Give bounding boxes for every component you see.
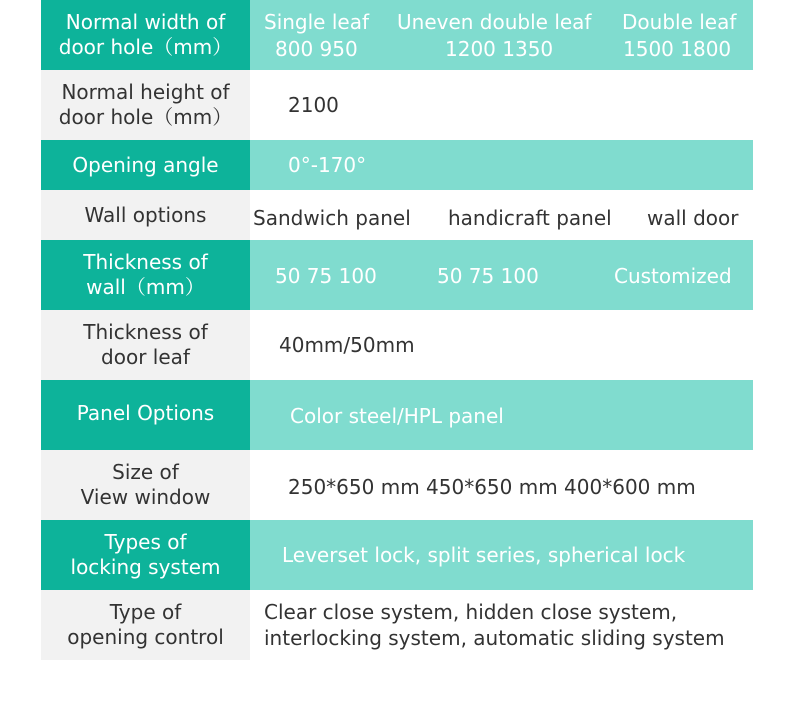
angle-value: 0°-170° bbox=[288, 153, 367, 177]
row-leaf-thickness bbox=[41, 310, 753, 380]
label-line: door leaf bbox=[101, 345, 190, 369]
locking-value: Leverset lock, split series, spherical lock bbox=[282, 543, 686, 567]
view-window-value: 250*650 mm 450*650 mm 400*600 mm bbox=[288, 475, 696, 499]
row-locking-system bbox=[41, 520, 753, 590]
label-wall-thickness bbox=[41, 240, 250, 310]
label-line: Normal width of bbox=[65, 10, 226, 34]
single-leaf-title: Single leaf bbox=[264, 10, 369, 34]
leaf-thickness-value: 40mm/50mm bbox=[279, 333, 415, 357]
label-line: Normal height of bbox=[61, 80, 230, 104]
row-wall-thickness bbox=[41, 240, 753, 310]
value-panel-options bbox=[250, 380, 753, 450]
wall-option-sandwich: Sandwich panel bbox=[253, 206, 411, 230]
row-panel-options bbox=[41, 380, 753, 450]
double-leaf-values: 1500 1800 bbox=[623, 37, 732, 61]
double-leaf-title: Double leaf bbox=[622, 10, 737, 34]
value-door-hole-width bbox=[250, 0, 753, 70]
spec-table bbox=[41, 0, 753, 660]
label-opening-angle bbox=[41, 140, 250, 190]
label-line: Type of bbox=[109, 600, 182, 624]
uneven-double-leaf-values: 1200 1350 bbox=[445, 37, 554, 61]
label-opening-control bbox=[41, 590, 250, 660]
label-line: locking system bbox=[70, 555, 221, 579]
value-leaf-thickness bbox=[250, 310, 753, 380]
single-leaf-values: 800 950 bbox=[275, 37, 358, 61]
value-wall-options bbox=[250, 190, 753, 240]
label-line: opening control bbox=[67, 625, 224, 649]
opening-control-line1: Clear close system, hidden close system, bbox=[264, 600, 678, 624]
wall-thickness-sandwich: 50 75 100 bbox=[275, 264, 377, 288]
value-opening-angle bbox=[250, 140, 753, 190]
label-line: Types of bbox=[104, 530, 187, 554]
row-door-hole-height bbox=[41, 70, 753, 140]
label-line: wall（mm） bbox=[86, 275, 205, 299]
wall-option-wall-door: wall door bbox=[647, 206, 739, 230]
label-leaf-thickness bbox=[41, 310, 250, 380]
opening-control-line2: interlocking system, automatic sliding system bbox=[264, 626, 725, 650]
wall-option-handicraft: handicraft panel bbox=[448, 206, 612, 230]
label-door-hole-height bbox=[41, 70, 250, 140]
label-line: Opening angle bbox=[72, 152, 219, 177]
row-view-window bbox=[41, 450, 753, 520]
label-line: door hole（mm） bbox=[58, 105, 233, 129]
row-door-hole-width bbox=[41, 0, 753, 70]
label-locking-system bbox=[41, 520, 250, 590]
label-door-hole-width bbox=[41, 0, 250, 70]
row-wall-options bbox=[41, 190, 753, 240]
wall-thickness-handicraft: 50 75 100 bbox=[437, 264, 539, 288]
label-panel-options bbox=[41, 380, 250, 450]
label-line: Thickness of bbox=[83, 320, 208, 344]
height-value: 2100 bbox=[288, 93, 339, 117]
value-door-hole-height bbox=[250, 70, 753, 140]
label-wall-options bbox=[41, 190, 250, 240]
value-view-window bbox=[250, 450, 753, 520]
label-view-window bbox=[41, 450, 250, 520]
label-line: Size of bbox=[112, 460, 179, 484]
wall-thickness-customized: Customized bbox=[614, 264, 732, 288]
label-line: View window bbox=[80, 485, 211, 509]
row-opening-angle bbox=[41, 140, 753, 190]
value-locking-system bbox=[250, 520, 753, 590]
value-opening-control bbox=[250, 590, 753, 660]
uneven-double-leaf-title: Uneven double leaf bbox=[397, 10, 592, 34]
label-line: Panel Options bbox=[76, 401, 215, 425]
value-wall-thickness bbox=[250, 240, 753, 310]
panel-value: Color steel/HPL panel bbox=[290, 404, 504, 428]
label-line: door hole（mm） bbox=[58, 35, 233, 59]
row-opening-control bbox=[41, 590, 753, 660]
label-line: Wall options bbox=[84, 202, 207, 227]
label-line: Thickness of bbox=[83, 250, 208, 274]
